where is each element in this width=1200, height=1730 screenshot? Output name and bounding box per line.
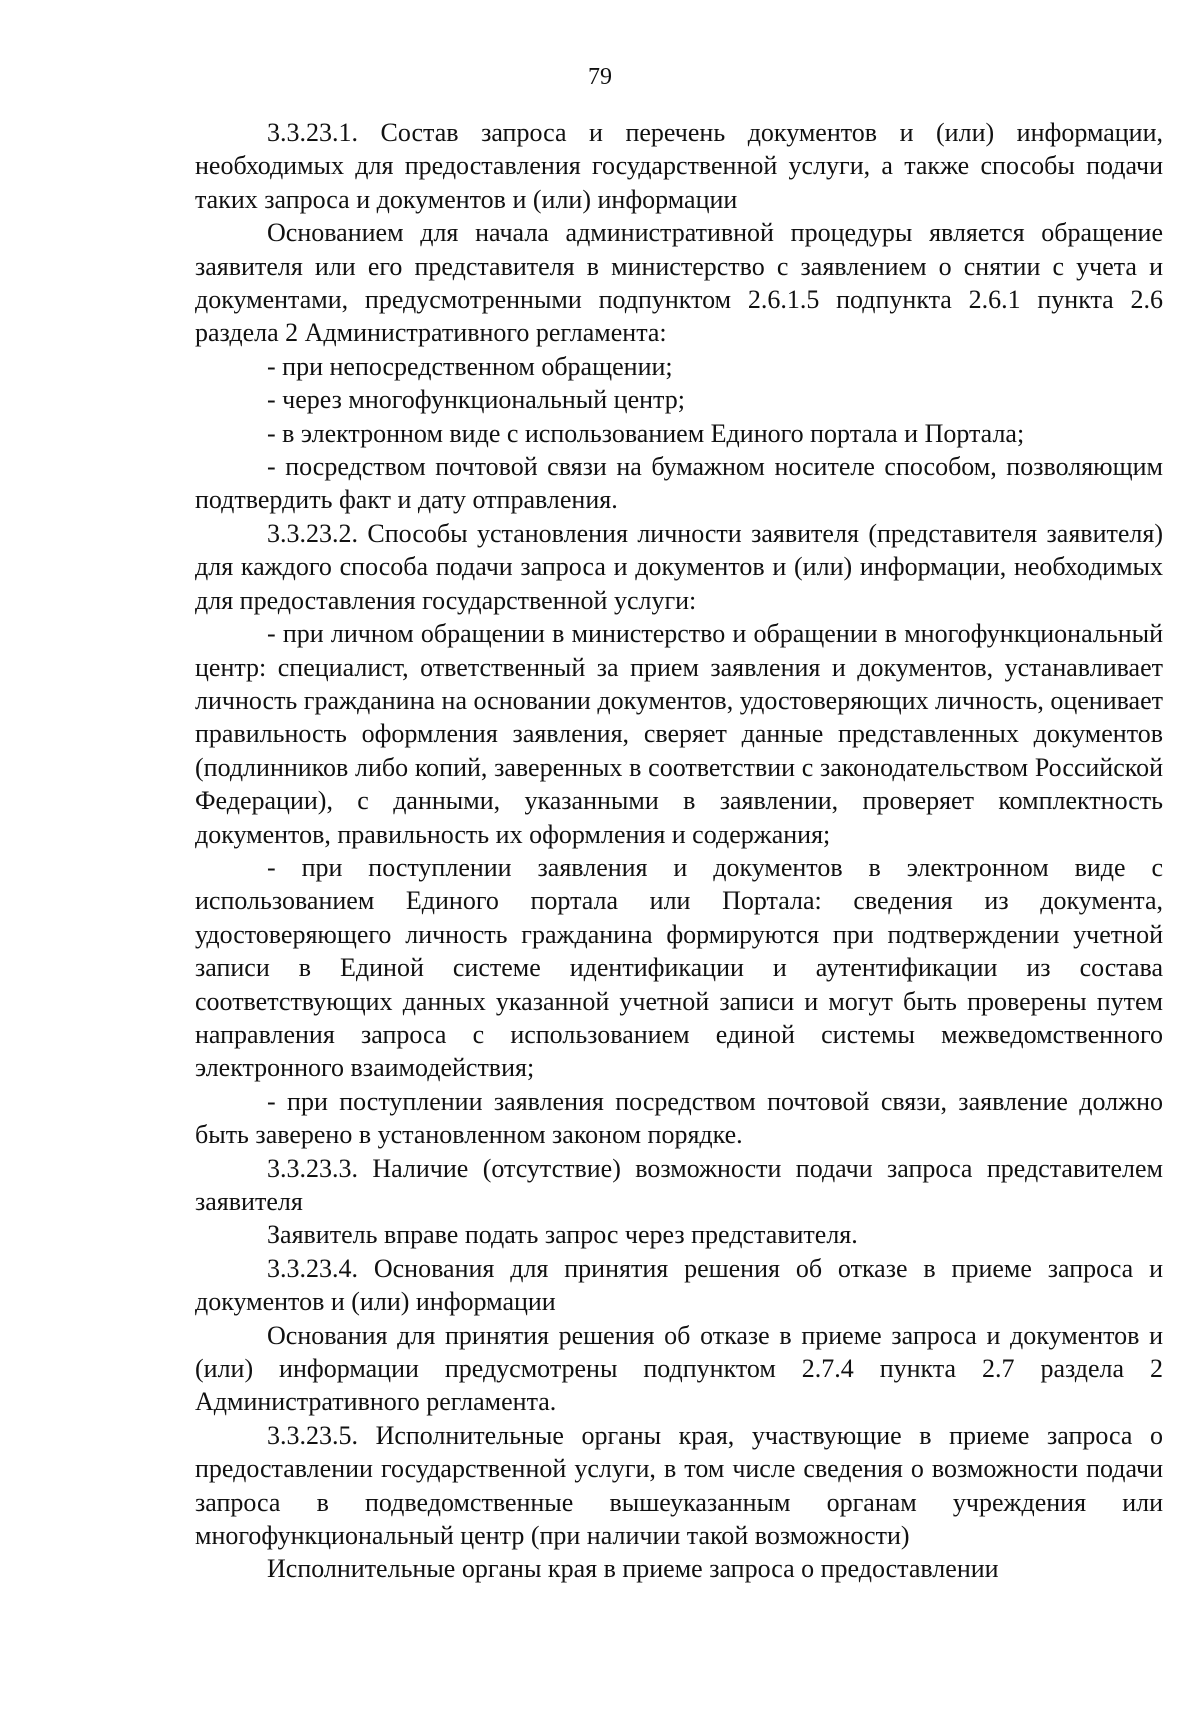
page-number: 79 [588, 64, 612, 90]
list-item-electronic-identification: - при поступлении заявления и документов в электронном виде с использованием Единого портала или Портала: сведения из документа, удостоверяющего личность гражданина формируются при подтверждении учетной записи в Единой системе идентификации и аутентификации из состава соответствующих данных указанной учетной записи и могут быть проверены путем направления запроса с использованием единой системы межведомственного электронного взаимодействия; [195, 852, 1163, 1083]
section-heading-3-3-23-2: 3.3.23.2. Способы установления личности заявителя (представителя заявителя) для каждого способа подачи запроса и документов и (или) информации, необходимых для предоставления государственной услуги: [195, 518, 1163, 615]
paragraph-refusal-grounds: Основания для принятия решения об отказе в приеме запроса и документов и (или) информации предусмотрены подпунктом 2.7.4 пункта 2.7 раздела 2 Административного регламента. [195, 1320, 1163, 1417]
list-item-electronic: - в электронном виде с использованием Единого портала и Портала; [267, 418, 1025, 448]
list-item-personal-identification: - при личном обращении в министерство и обращении в многофункциональный центр: специалист, ответственный за прием заявления и документов, устанавливает личность гражданина на основании документов, удостоверяющих личность, оценивает правильность оформления заявления, сверяет данные представленных документов (подлинников либо копий, заверенных в соответствии с законодательством Российской Федерации), с данными, указанными в заявлении, проверяет комплектность документов, правильность их оформления и содержания; [195, 619, 1163, 849]
paragraph-representative: Заявитель вправе подать запрос через представителя. [267, 1220, 858, 1250]
paragraph-executive-bodies: Исполнительные органы края в приеме запроса о предоставлении [267, 1554, 999, 1584]
list-item-postal-identification: - при поступлении заявления посредством почтовой связи, заявление должно быть заверено в установленном законом порядке. [195, 1086, 1163, 1150]
document-body [195, 116, 1163, 1586]
section-heading-3-3-23-3: 3.3.23.3. Наличие (отсутствие) возможности подачи запроса представителем заявителя [195, 1153, 1163, 1216]
list-item-postal: - посредством почтовой связи на бумажном носителе способом, позволяющим подтвердить факт и дату отправления. [195, 452, 1163, 515]
list-item-direct-appeal: - при непосредственном обращении; [267, 351, 673, 381]
list-item-mfc: - через многофункциональный центр; [267, 385, 685, 415]
section-heading-3-3-23-5: 3.3.23.5. Исполнительные органы края, участвующие в приеме запроса о предоставлении государственной услуги, в том числе сведения о возможности подачи запроса в подведомственные вышеуказанным органам учреждения или многофункциональный центр (при наличии такой возможности) [195, 1420, 1163, 1551]
section-heading-3-3-23-4: 3.3.23.4. Основания для принятия решения об отказе в приеме запроса и документов и (или) информации [195, 1253, 1163, 1317]
section-heading-3-3-23-1: 3.3.23.1. Состав запроса и перечень документов и (или) информации, необходимых для предоставления государственной услуги, а также способы подачи таких запроса и документов и (или) информации [195, 118, 1163, 214]
paragraph-basis: Основанием для начала административной процедуры является обращение заявителя или его представителя в министерство с заявлением о снятии с учета и документами, предусмотренными подпунктом 2.6.1.5 подпункта 2.6.1 пункта 2.6 раздела 2 Административного регламента: [195, 218, 1163, 348]
